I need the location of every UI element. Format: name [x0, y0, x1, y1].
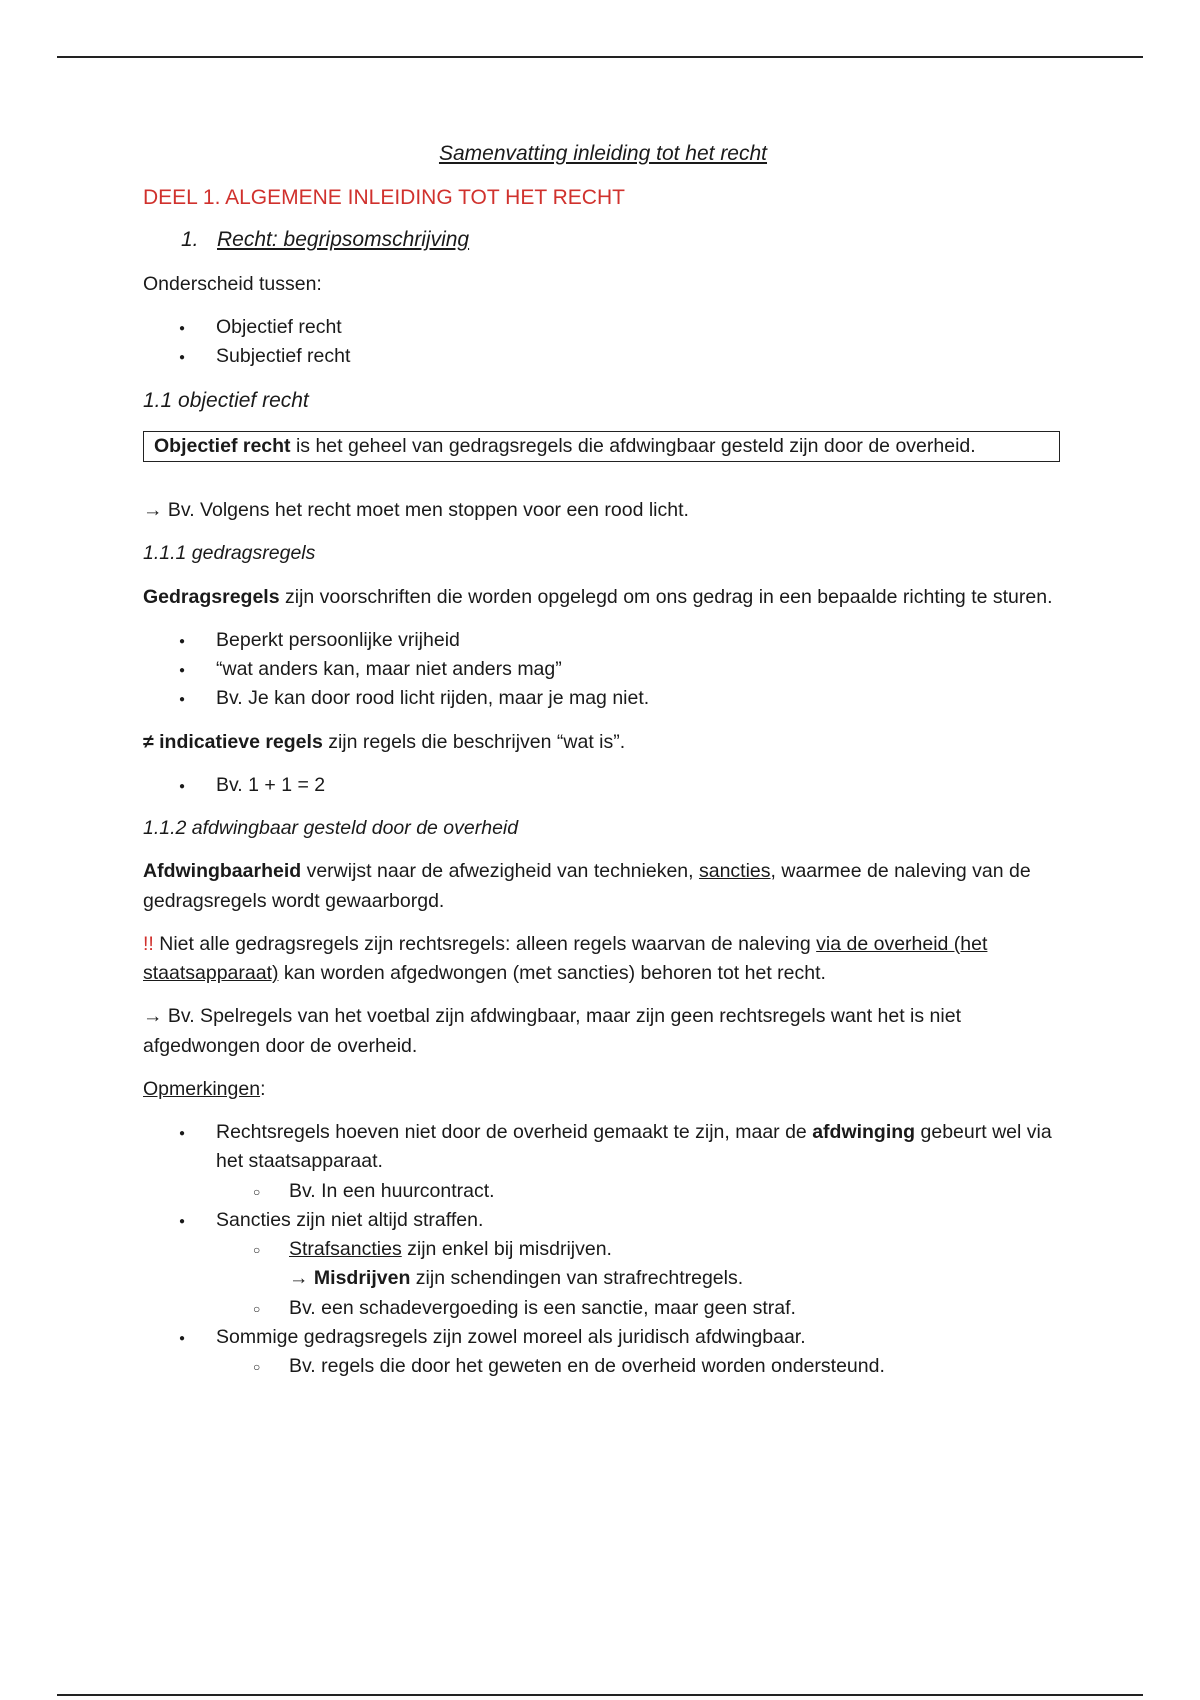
document-page	[143, 138, 1063, 1395]
list-item: ● “wat anders kan, maar niet anders mag”	[143, 655, 1063, 684]
warning-underlined: via de overheid (het staatsapparaat)	[143, 932, 988, 984]
indicatieve-term: indicatieve regels	[159, 730, 323, 753]
remark-3-text: Sommige gedragsregels zijn zowel moreel als juridisch afdwingbaar.	[216, 1325, 806, 1348]
sancties-underlined: sancties	[698, 860, 771, 883]
afdwingbaarheid-paragraph	[143, 857, 1063, 916]
intro-text: Onderscheid tussen:	[143, 272, 322, 295]
definition-text: is het geheel van gedragsregels die afdwingbaar gesteld zijn door de overheid.	[290, 434, 976, 457]
example-football: → Bv. Spelregels van het voetbal zijn afdwingbaar, maar zijn geen rechtsregels want het is niet afgedwongen door de overheid.	[143, 1005, 962, 1057]
strafsancties-text: zijn enkel bij misdrijven.	[401, 1238, 612, 1260]
list-item: ● Beperkt persoonlijke vrijheid	[143, 626, 1063, 655]
gedragsregels-list	[143, 626, 1063, 714]
sub-list	[216, 1352, 1063, 1381]
sub-list	[216, 1235, 1063, 1323]
misdrijven-arrow: →	[289, 1267, 314, 1290]
remark-1-bold: afdwinging	[812, 1121, 916, 1143]
list-item	[143, 1118, 1063, 1206]
list-item: ● Subjectief recht	[143, 342, 1063, 371]
afdwingbaarheid-text-a: verwijst naar de afwezigheid van technieken,	[301, 860, 699, 883]
strafsancties-underlined: Strafsancties	[289, 1238, 402, 1260]
section-heading-1-1: 1.1 objectief recht	[143, 389, 309, 413]
chapter-title: Recht: begripsomschrijving	[217, 228, 470, 251]
not-equal-sign: ≠	[143, 730, 160, 753]
indicatieve-list	[143, 771, 1063, 800]
list-item: ● Objectief recht	[143, 313, 1063, 342]
sub-list-item	[216, 1235, 1063, 1294]
misdrijven-bold: Misdrijven	[313, 1267, 411, 1290]
header-rule	[57, 56, 1143, 58]
opmerkingen-underlined: Opmerkingen	[143, 1077, 261, 1100]
list-item: ● Bv. Je kan door rood licht rijden, maar je mag niet.	[143, 684, 1063, 713]
sub-list	[216, 1177, 1063, 1206]
footer-rule	[57, 1694, 1143, 1696]
afdwingbaarheid-text-b: , waarmee de naleving van de gedragsregels wordt gewaarborgd.	[143, 860, 1031, 912]
section-heading-1-1-2: 1.1.2 afdwingbaar gesteld door de overheid	[143, 817, 519, 839]
chapter-heading	[181, 224, 1063, 256]
remark-2-text: Sancties zijn niet altijd straffen.	[216, 1208, 484, 1231]
warning-mark: !!	[143, 932, 154, 955]
remark-1-text-b: gebeurt wel via het staatsapparaat.	[216, 1121, 1052, 1173]
intro-list	[143, 313, 1063, 372]
misdrijven-text: zijn schendingen van strafrechtregels.	[410, 1267, 744, 1290]
warning-text-b: kan worden afgedwongen (met sancties) behoren tot het recht.	[278, 962, 826, 984]
warning-paragraph	[143, 930, 1063, 989]
gedragsregels-term: Gedragsregels	[143, 585, 280, 608]
sub-list-item: ○ Bv. een schadevergoeding is een sanctie, maar geen straf.	[216, 1294, 1063, 1323]
list-item	[143, 1206, 1063, 1323]
document-title: Samenvatting inleiding tot het recht	[438, 142, 768, 165]
remarks-list	[143, 1118, 1063, 1381]
opmerkingen-colon: :	[260, 1077, 266, 1100]
section-heading-1-1-1: 1.1.1 gedragsregels	[143, 542, 316, 565]
gedragsregels-text: zijn voorschriften die worden opgelegd om ons gedrag in een bepaalde richting te sturen.	[279, 585, 1053, 608]
example-red-light: → Bv. Volgens het recht moet men stoppen voor een rood licht.	[143, 499, 689, 521]
definition-term: Objectief recht	[154, 434, 291, 457]
definition-box	[143, 431, 1060, 462]
list-item	[143, 1323, 1063, 1382]
part-heading: DEEL 1. ALGEMENE INLEIDING TOT HET RECHT	[143, 185, 625, 209]
list-item: ● Bv. 1 + 1 = 2	[143, 771, 1063, 800]
indicatieve-paragraph	[143, 728, 1063, 757]
gedragsregels-paragraph	[143, 583, 1063, 612]
remark-1-text-a: Rechtsregels hoeven niet door de overheid gemaakt te zijn, maar de	[216, 1121, 813, 1143]
chapter-number: 1.	[181, 228, 199, 251]
opmerkingen-label	[143, 1075, 1063, 1104]
sub-list-item: ○ Bv. In een huurcontract.	[216, 1177, 1063, 1206]
indicatieve-text: zijn regels die beschrijven “wat is”.	[322, 730, 626, 753]
warning-text-a: Niet alle gedragsregels zijn rechtsregels: alleen regels waarvan de naleving	[153, 932, 817, 955]
sub-list-item: ○ Bv. regels die door het geweten en de overheid worden ondersteund.	[216, 1352, 1063, 1381]
afdwingbaarheid-term: Afdwingbaarheid	[143, 860, 302, 883]
